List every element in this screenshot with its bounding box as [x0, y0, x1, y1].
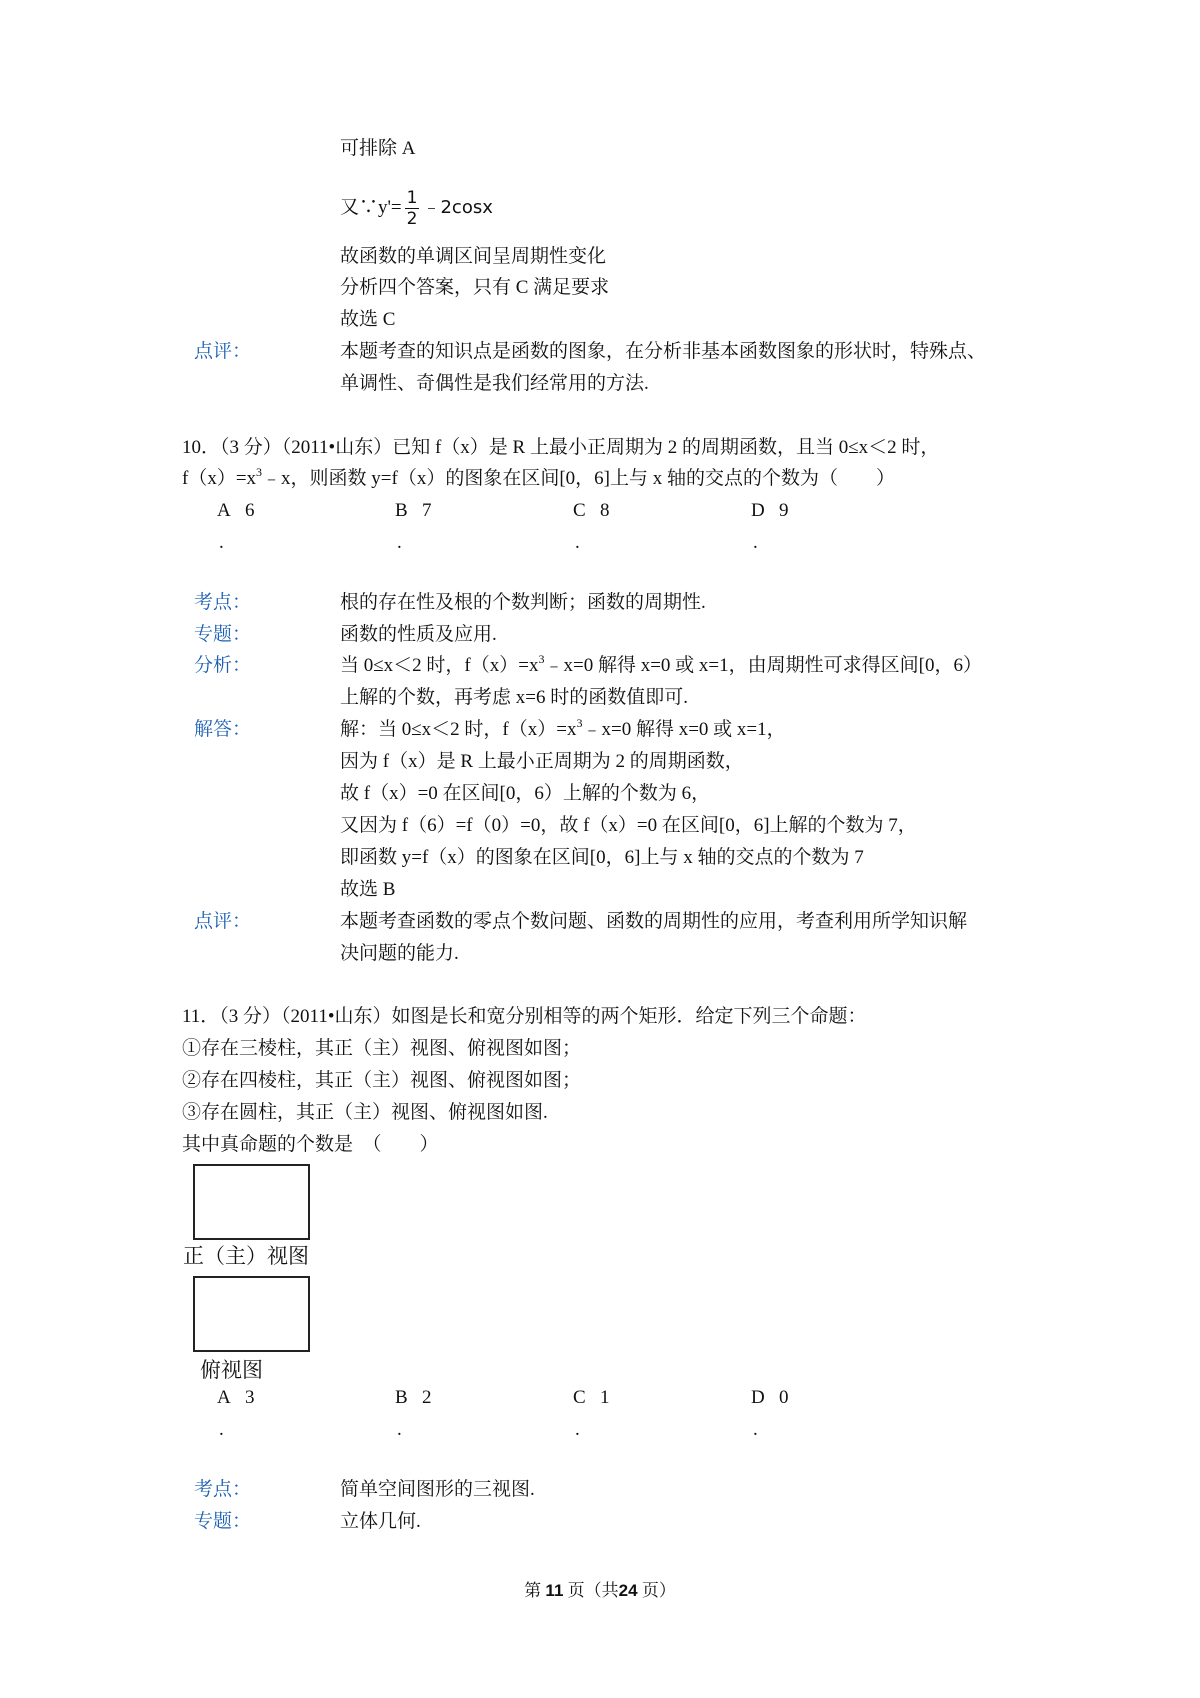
q10-jieda-line-3: 故 f（x）=0 在区间[0，6）上解的个数为 6，: [340, 783, 711, 804]
q11-option-a[interactable]: A 3: [217, 1387, 255, 1408]
q11-stem-line-2: ①存在三棱柱，其正（主）视图、俯视图如图；: [182, 1038, 582, 1059]
fraction-one-half: $\frac{1}{2}$: [406, 188, 418, 230]
q11-option-b-dot: .: [397, 1419, 402, 1440]
q10-jieda-label: 解答：: [194, 719, 252, 740]
top-view-label: 俯视图: [200, 1358, 263, 1382]
prev-comment-label: 点评：: [194, 341, 252, 362]
q10-option-c[interactable]: C 8: [573, 500, 610, 521]
q11-option-c-dot: .: [575, 1419, 580, 1440]
q10-jieda-line-2: 因为 f（x）是 R 上最小正周期为 2 的周期函数，: [340, 751, 744, 772]
q10-option-b-dot: .: [397, 532, 402, 553]
q10-fenxi-label: 分析：: [194, 655, 252, 676]
q11-stem-line-3: ②存在四棱柱，其正（主）视图、俯视图如图；: [182, 1070, 582, 1091]
prev-solution-derivative: [340, 186, 493, 230]
q11-option-b[interactable]: B 2: [395, 1387, 432, 1408]
q11-option-d-dot: .: [753, 1419, 758, 1440]
q10-option-c-dot: .: [575, 532, 580, 553]
deriv-prefix: 又∵y'=: [340, 197, 402, 218]
top-view-rectangle: [193, 1276, 310, 1352]
q10-option-d-dot: .: [753, 532, 758, 553]
q10-jieda-line-1: 解：当 0≤x＜2 时，$f(x)=x^3﹣x=0$ 解得 x=0 或 x=1，: [340, 716, 786, 740]
q11-option-c[interactable]: C 1: [573, 1387, 610, 1408]
q11-stem-line-5: 其中真命题的个数是 （ ）: [182, 1134, 439, 1155]
q10-kaodian: 根的存在性及根的个数判断；函数的周期性.: [340, 592, 706, 613]
prev-solution-line-1: 可排除 A: [340, 138, 416, 159]
q11-stem-line-1: 11．（3 分）（2011•山东）如图是长和宽分别相等的两个矩形．给定下列三个命题：: [182, 1006, 867, 1027]
q11-kaodian-label: 考点：: [194, 1479, 252, 1500]
page-number: 11: [545, 1581, 564, 1600]
q10-option-a[interactable]: A 6: [217, 500, 255, 521]
prev-solution-line-4: 分析四个答案，只有 C 满足要求: [340, 277, 610, 298]
q10-dianping-line-1: 本题考查函数的零点个数问题、函数的周期性的应用，考查利用所学知识解: [340, 911, 968, 932]
q10-stem-line-1: 10．（3 分）（2011•山东）已知 f（x）是 R 上最小正周期为 2 的周期函数，且当 0≤x＜2 时，: [182, 437, 940, 458]
q10-zhuanti: 函数的性质及应用.: [340, 624, 497, 645]
prev-solution-line-5: 故选 C: [340, 309, 396, 330]
q11-zhuanti-label: 专题：: [194, 1511, 252, 1532]
q11-stem-line-4: ③存在圆柱，其正（主）视图、俯视图如图.: [182, 1102, 548, 1123]
q11-option-d[interactable]: D 0: [751, 1387, 789, 1408]
q11-kaodian: 简单空间图形的三视图.: [340, 1479, 535, 1500]
q10-option-a-dot: .: [219, 532, 224, 553]
q10-stem-line-2: $f(x)=x^3﹣x$，则函数 y=f（x）的图象在区间[0，6]上与 x 轴的交点的个数为（ ）: [182, 465, 895, 489]
q10-jieda-line-6: 故选 B: [340, 879, 396, 900]
q10-jieda-line-4: 又因为 f（6）=f（0）=0，故 f（x）=0 在区间[0，6]上解的个数为 7，: [340, 815, 917, 836]
q10-jieda-line-5: 即函数 y=f（x）的图象在区间[0，6]上与 x 轴的交点的个数为 7: [340, 847, 864, 868]
q10-zhuanti-label: 专题：: [194, 624, 252, 645]
total-pages: 24: [618, 1581, 638, 1600]
q11-zhuanti: 立体几何.: [340, 1511, 421, 1532]
prev-comment-line-1: 本题考查的知识点是函数的图象，在分析非基本函数图象的形状时，特殊点、: [340, 341, 987, 362]
q10-option-b[interactable]: B 7: [395, 500, 432, 521]
q10-fenxi-line-2: 上解的个数，再考虑 x=6 时的函数值即可.: [340, 687, 688, 708]
front-view-rectangle: [193, 1164, 310, 1240]
prev-solution-line-3: 故函数的单调区间呈周期性变化: [340, 246, 607, 267]
q11-option-a-dot: .: [219, 1419, 224, 1440]
front-view-label: 正（主）视图: [183, 1244, 309, 1268]
q10-kaodian-label: 考点：: [194, 592, 252, 613]
q10-dianping-label: 点评：: [194, 911, 252, 932]
page-footer: 第 11 页（共24 页）: [524, 1581, 676, 1600]
q10-dianping-line-2: 决问题的能力.: [340, 943, 459, 964]
q10-option-d[interactable]: D 9: [751, 500, 789, 521]
prev-comment-line-2: 单调性、奇偶性是我们经常用的方法.: [340, 373, 649, 394]
deriv-suffix: ﹣2cosx: [422, 197, 493, 218]
q10-fenxi-line-1: 当 0≤x＜2 时，$f(x)=x^3﹣x=0$ 解得 x=0 或 x=1，由周期性可求得区间[0，6）: [340, 652, 982, 676]
